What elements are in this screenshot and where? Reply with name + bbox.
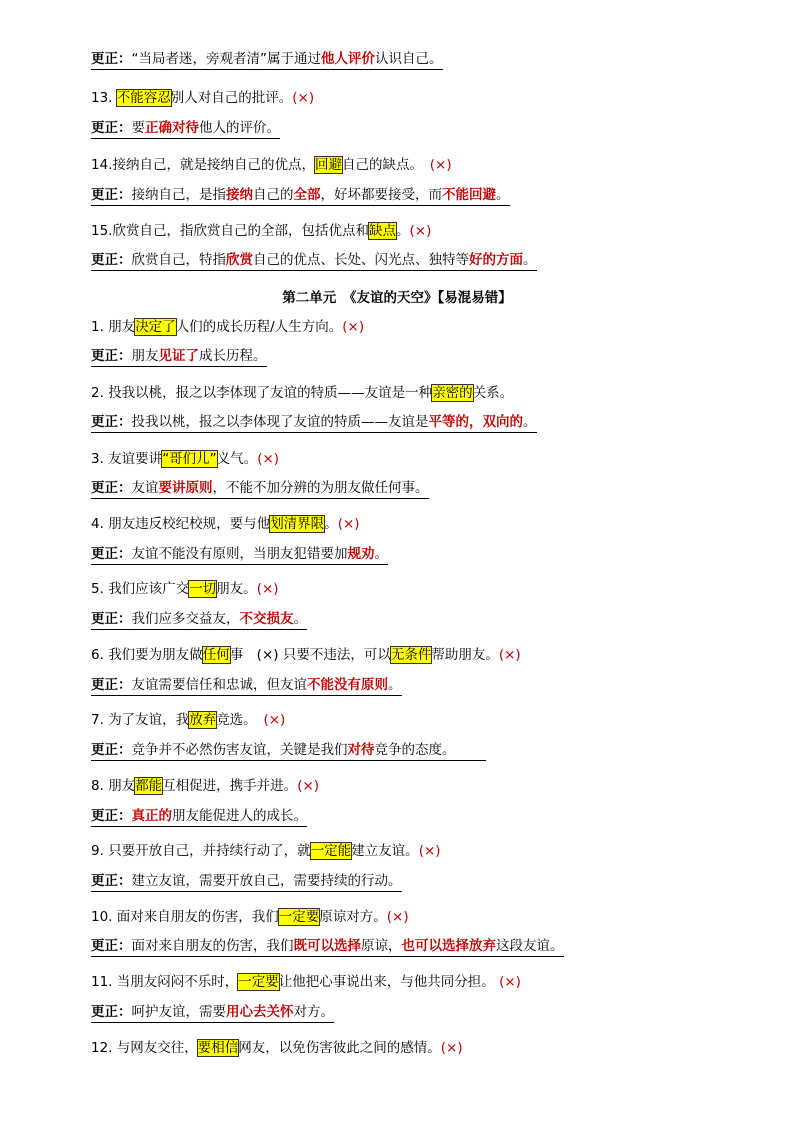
wrong-mark: (×) — [499, 974, 521, 990]
correction-line: 更正：竞争并不必然伤害友谊，关键是我们对待竞争的态度。 — [91, 741, 486, 761]
highlight: 都能 — [135, 778, 163, 794]
correction-line: 更正：“当局者迷，旁观者清”属于通过他人评价认识自己。 — [91, 50, 443, 70]
wrong-mark: (×) — [297, 778, 320, 794]
correction-line: 更正：我们应多交益友，不交损友。 — [91, 610, 307, 630]
highlight: 决定了 — [135, 319, 176, 335]
highlight: 不能容忍 — [116, 90, 171, 106]
correction-prefix: 更正： — [91, 51, 132, 67]
correction-line: 更正：建立友谊，需要开放自己，需要持续的行动。 — [91, 872, 402, 892]
highlight: 一定要 — [278, 909, 320, 925]
wrong-mark: (×) — [418, 843, 441, 859]
correction-line: 更正：友谊要讲原则，不能不加分辨的为朋友做任何事。 — [91, 479, 429, 499]
correction-line: 更正：要正确对待他人的评价。 — [91, 119, 280, 139]
item-12: 12. 与网友交往，要相信网友，以免伤害彼此之间的感情。(×) — [91, 1040, 463, 1056]
item-11: 11. 当朋友闷闷不乐时，一定要让他把心事说出来，与他共同分担。 (×) — [91, 974, 521, 990]
item-8: 8. 朋友都能互相促进，携手并进。(×) — [91, 778, 320, 794]
wrong-mark: (×) — [429, 157, 452, 173]
correction-line: 更正：呵护友谊，需要用心去关怀对方。 — [91, 1003, 334, 1023]
highlight: 回避 — [314, 157, 342, 173]
item-10: 10. 面对来自朋友的伤害，我们一定要原谅对方。(×) — [91, 909, 409, 925]
item-13: 13. 不能容忍别人对自己的批评。(×) — [91, 90, 315, 106]
wrong-mark: (×) — [440, 1040, 463, 1056]
highlight: “哥们儿” — [162, 451, 217, 467]
wrong-mark: (×) — [337, 516, 360, 532]
item-6: 6. 我们要为朋友做任何事 (×) 只要不违法，可以无条件帮助朋友。(×) — [91, 647, 521, 663]
wrong-mark: (×) — [498, 647, 521, 663]
correction-line: 更正：投我以桃，报之以李体现了友谊的特质——友谊是平等的，双向的。 — [91, 413, 537, 433]
correction-line: 更正：接纳自己，是指接纳自己的全部，好坏都要接受，而不能回避。 — [91, 186, 510, 206]
correction-line: 更正：面对来自朋友的伤害，我们既可以选择原谅，也可以选择放弃这段友谊。 — [91, 937, 564, 957]
wrong-mark: (×) — [263, 712, 286, 728]
highlight: 一切 — [189, 581, 217, 597]
item-1: 1. 朋友决定了人们的成长历程/人生方向。(×) — [91, 319, 365, 335]
highlight: 放弃 — [189, 712, 217, 728]
item-15: 15.欣赏自己，指欣赏自己的全部，包括优点和缺点。(×) — [91, 223, 432, 239]
wrong-mark: (×) — [409, 223, 432, 239]
highlight: 一定能 — [310, 843, 352, 859]
wrong-mark: (×) — [342, 319, 365, 335]
section-title: 第二单元 《友谊的天空》【易混易错】 — [282, 290, 512, 306]
highlight: 无条件 — [390, 647, 432, 663]
item-2: 2. 投我以桃，报之以李体现了友谊的特质——友谊是一种亲密的关系。 — [91, 385, 514, 401]
correction-line: 更正：朋友见证了成长历程。 — [91, 347, 267, 367]
item-14: 14.接纳自己，就是接纳自己的优点，回避自己的缺点。 (×) — [91, 157, 452, 173]
item-9: 9. 只要开放自己，并持续行动了，就一定能建立友谊。(×) — [91, 843, 441, 859]
item-4: 4. 朋友违反校纪校规，要与他划清界限。(×) — [91, 516, 360, 532]
item-5: 5. 我们应该广交一切朋友。(×) — [91, 581, 279, 597]
wrong-mark: (×) — [386, 909, 409, 925]
wrong-mark: (×) — [256, 581, 279, 597]
highlight: 亲密的 — [432, 385, 473, 401]
item-3: 3. 友谊要讲“哥们儿”义气。(×) — [91, 451, 280, 467]
correction-line: 更正：欣赏自己，特指欣赏自己的优点、长处、闪光点、独特等好的方面。 — [91, 251, 537, 271]
highlight: 划清界限 — [270, 516, 325, 532]
wrong-mark: (×) — [257, 451, 280, 467]
item-7: 7. 为了友谊，我放弃竞选。 (×) — [91, 712, 286, 728]
wrong-mark: (×) — [292, 90, 315, 106]
correction-line: 更正：真正的朋友能促进人的成长。 — [91, 807, 307, 827]
highlight: 一定要 — [238, 974, 279, 990]
correction-line: 更正：友谊需要信任和忠诚，但友谊不能没有原则。 — [91, 676, 402, 696]
highlight: 任何 — [202, 647, 230, 663]
highlight: 缺点 — [368, 223, 396, 239]
highlight: 要相信 — [197, 1040, 239, 1056]
correction-line: 更正：友谊不能没有原则，当朋友犯错要加规劝。 — [91, 545, 388, 565]
